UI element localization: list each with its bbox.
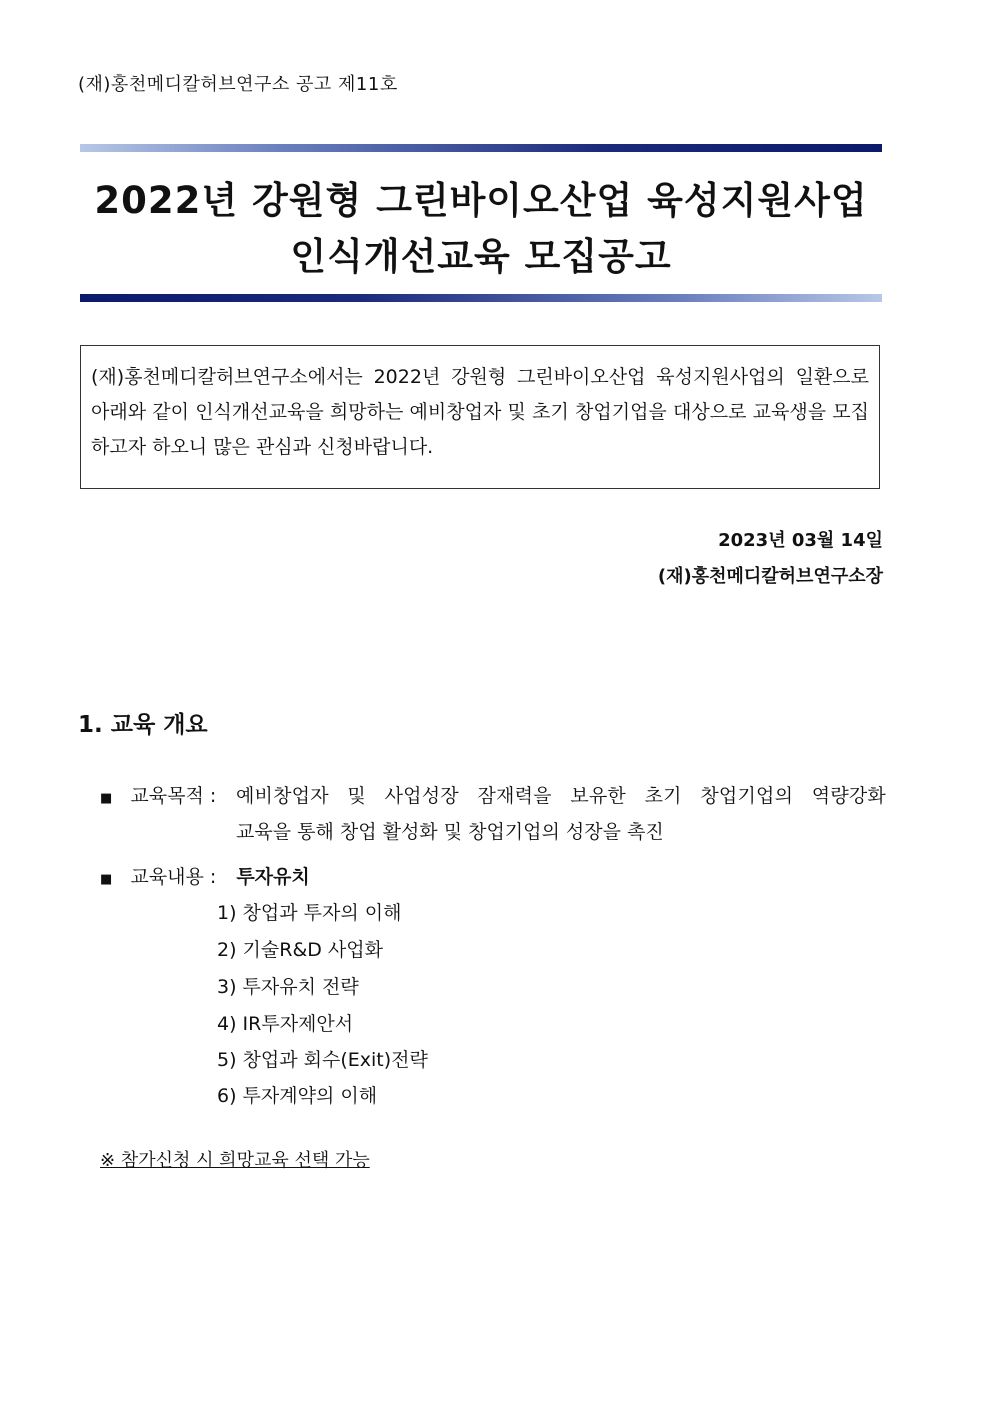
notice-number: (재)홍천메디칼허브연구소 공고 제11호 — [78, 74, 398, 95]
objective-label: 교육목적 : — [130, 785, 217, 807]
bullet-square-icon: ■ — [100, 791, 113, 806]
objective-text-line-2: 교육을 통해 창업 활성화 및 창업기업의 성장을 촉진 — [236, 821, 664, 843]
content-label: 교육내용 : — [130, 866, 217, 888]
bullet-square-icon: ■ — [100, 872, 113, 887]
list-item: 6) 투자계약의 이해 — [217, 1085, 378, 1107]
document-title-line-1: 2022년 강원형 그린바이오산업 육성지원사업 — [94, 179, 868, 222]
content-bullet — [100, 862, 310, 889]
title-top-rule — [80, 144, 882, 152]
list-item: 4) IR투자제안서 — [217, 1013, 354, 1035]
intro-box: (재)홍천메디칼허브연구소에서는 2022년 강원형 그린바이오산업 육성지원사업의 일환으로 아래와 같이 인식개선교육을 희망하는 예비창업자 및 초기 창업기업을 대상으로 교육생을 모집하고자 하오니 많은 관심과 신청바랍니다. — [80, 345, 880, 489]
document-title-line-2: 인식개선교육 모집공고 — [290, 235, 672, 278]
issuer-name: (재)홍천메디칼허브연구소장 — [657, 566, 883, 587]
announcement-date: 2023년 03월 14일 — [718, 530, 883, 551]
list-item: 3) 투자유치 전략 — [217, 976, 359, 998]
list-item: 1) 창업과 투자의 이해 — [217, 902, 402, 924]
list-item: 2) 기술R&D 사업화 — [217, 939, 383, 961]
section-heading: 1. 교육 개요 — [78, 712, 208, 738]
list-item: 5) 창업과 회수(Exit)전략 — [217, 1049, 428, 1071]
application-note: ※ 참가신청 시 희망교육 선택 가능 — [100, 1150, 370, 1171]
objective-text-line-1: 예비창업자 및 사업성장 잠재력을 보유한 초기 창업기업의 역량강화 — [236, 785, 886, 807]
content-value: 투자유치 — [236, 866, 310, 888]
title-bottom-rule — [80, 294, 882, 302]
